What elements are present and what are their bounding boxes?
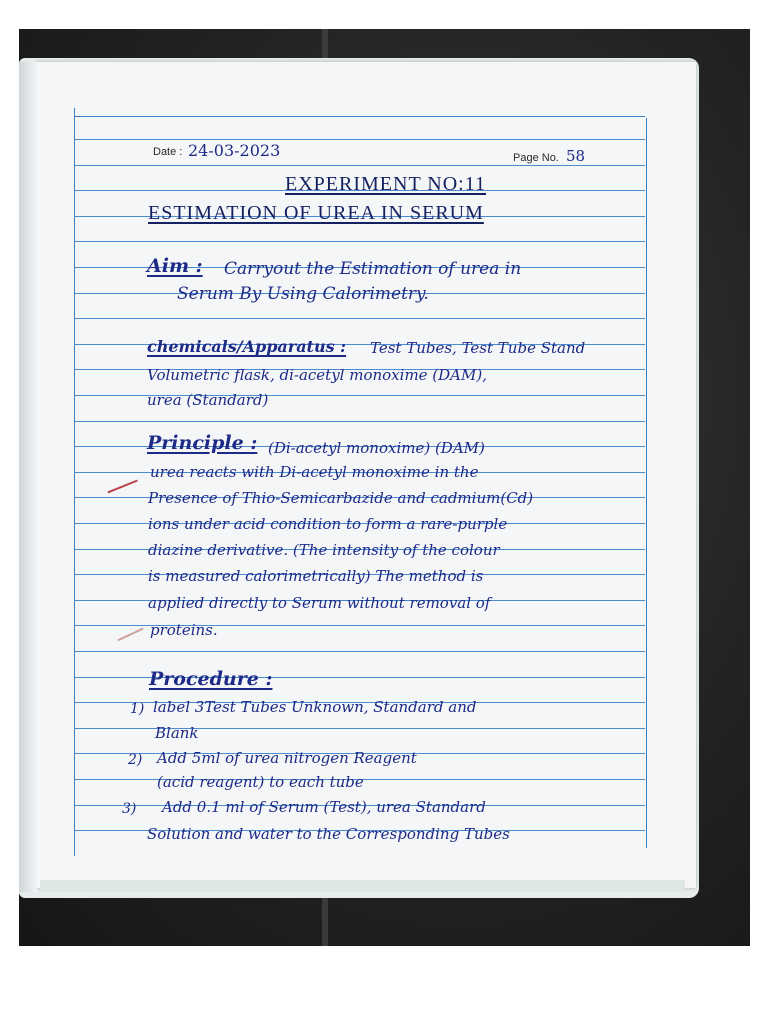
ruled-line — [74, 651, 645, 652]
principle-line-7: proteins. — [150, 621, 218, 639]
principle-line-3: ions under acid condition to form a rare-purple — [148, 515, 508, 533]
principle-note: (Di-acetyl monoxime) (DAM) — [268, 439, 485, 457]
step-3-line-1: Add 0.1 ml of Serum (Test), urea Standard — [162, 798, 486, 816]
procedure-heading: Procedure : — [149, 668, 273, 690]
chemicals-heading: chemicals/Apparatus : — [147, 337, 347, 356]
aim-line-2: Serum By Using Calorimetry. — [177, 284, 429, 304]
top-rule — [74, 116, 645, 117]
step-2-number: 2) — [128, 752, 143, 768]
ruled-line — [74, 165, 645, 166]
step-2-line-1: Add 5ml of urea nitrogen Reagent — [157, 749, 417, 767]
step-1-line-2: Blank — [155, 724, 199, 742]
step-2-line-2: (acid reagent) to each tube — [157, 773, 364, 791]
chemicals-line-2: Volumetric flask, di-acetyl monoxime (DAM), — [147, 366, 487, 384]
principle-heading: Principle : — [147, 432, 258, 454]
page-number-label: Page No. — [513, 152, 559, 164]
page-stack-edge — [40, 880, 685, 890]
notebook-spine — [19, 62, 37, 892]
chemicals-line-3: urea (Standard) — [147, 391, 269, 409]
margin-line — [74, 108, 75, 856]
page-number-value: 58 — [566, 147, 586, 165]
ruled-line — [74, 318, 645, 319]
ruled-line — [74, 421, 645, 422]
principle-line-1: urea reacts with Di-acetyl monoxime in the — [150, 463, 479, 481]
ruled-line — [74, 139, 645, 140]
chemicals-line-1: Test Tubes, Test Tube Stand — [370, 339, 586, 357]
step-3-number: 3) — [122, 801, 137, 817]
date-label: Date : — [153, 146, 183, 158]
principle-line-4: diazine derivative. (The intensity of the colour — [148, 541, 500, 559]
step-1-line-1: label 3Test Tubes Unknown, Standard and — [153, 698, 477, 716]
aim-heading: Aim : — [147, 255, 203, 277]
step-3-line-2: Solution and water to the Corresponding Tubes — [147, 825, 510, 843]
experiment-name: ESTIMATION OF UREA IN SERUM — [148, 202, 484, 224]
experiment-title: EXPERIMENT NO:11 — [285, 173, 486, 195]
principle-line-5: is measured calorimetrically) The method is — [148, 567, 484, 585]
step-1-number: 1) — [130, 701, 145, 717]
aim-line-1: Carryout the Estimation of urea in — [224, 259, 522, 279]
principle-line-2: Presence of Thio-Semicarbazide and cadmium(Cd) — [148, 489, 534, 507]
date-value: 24-03-2023 — [188, 141, 281, 160]
principle-line-6: applied directly to Serum without removal of — [148, 594, 491, 612]
ruled-line — [74, 241, 645, 242]
